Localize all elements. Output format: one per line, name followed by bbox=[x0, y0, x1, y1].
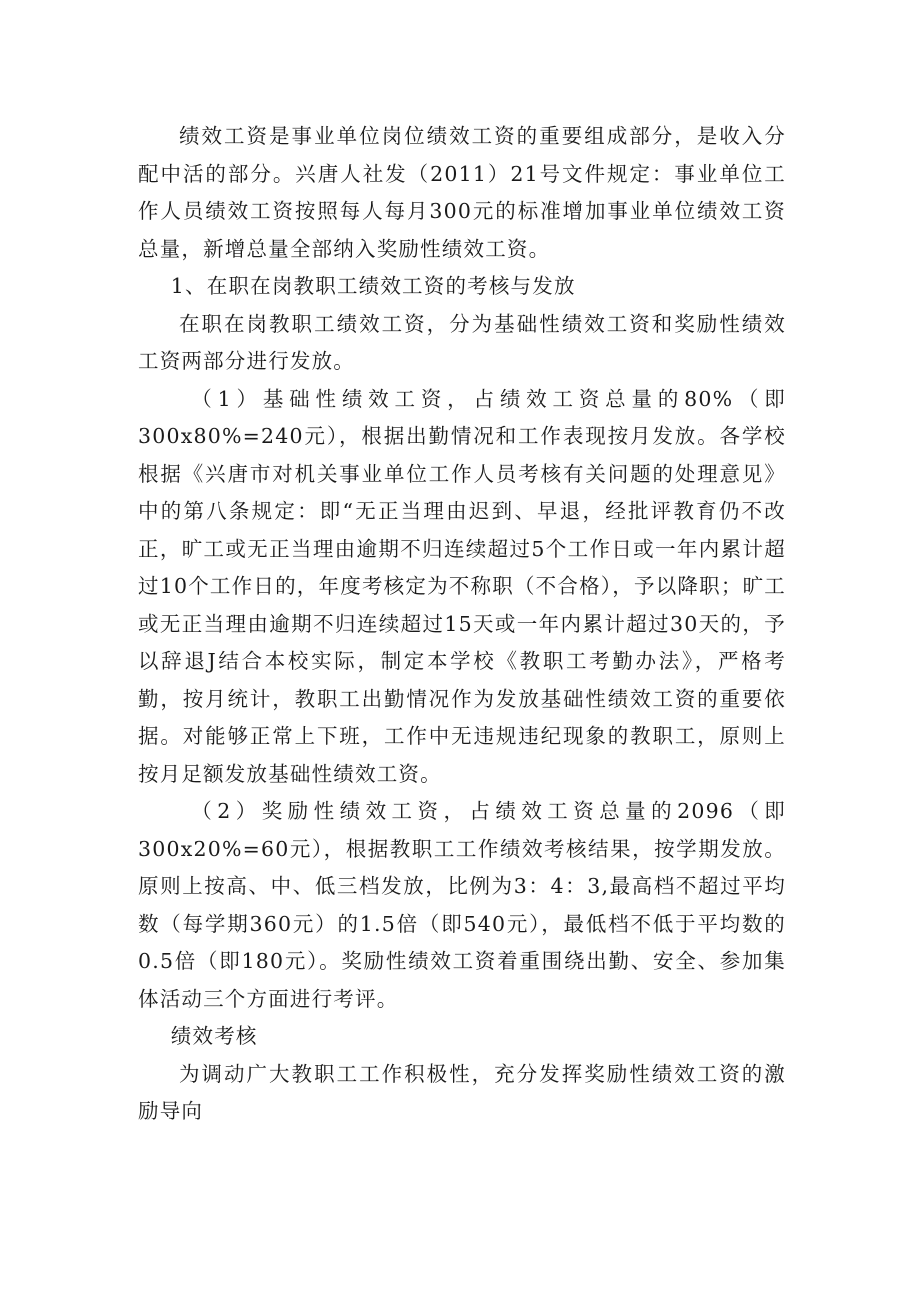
document-body bbox=[138, 118, 786, 1131]
intro-paragraph: 绩效工资是事业单位岗位绩效工资的重要组成部分，是收入分配中活的部分。兴唐人社发（2011）21号文件规定：事业单位工作人员绩效工资按照每人每月300元的标准增加事业单位绩效工资总量，新增总量全部纳入奖励性绩效工资。 bbox=[138, 124, 786, 261]
incentive-performance-paragraph: （2）奖励性绩效工资，占绩效工资总量的2096（即300x20%=60元），根据教职工工作绩效考核结果，按学期发放。原则上按高、中、低三档发放，比例为3：4：3,最高档不超过平均数（每学期360元）的1.5倍（即540元），最低档不低于平均数的0.5倍（即180元）。奖励性绩效工资着重围绕出勤、安全、参加集体活动三个方面进行考评。 bbox=[138, 799, 786, 1011]
section-heading-2: 绩效考核 bbox=[170, 1024, 258, 1048]
basic-performance-paragraph: （1）基础性绩效工资，占绩效工资总量的80%（即300x80%=240元），根据出勤情况和工作表现按月发放。各学校根据《兴唐市对机关事业单位工作人员考核有关问题的处理意见》中的第八条规定：即“无正当理由迟到、早退，经批评教育仍不改正，旷工或无正当理由逾期不归连续超过5个工作日或一年内累计超过10个工作日的，年度考核定为不称职（不合格），予以降职；旷工或无正当理由逾期不归连续超过15天或一年内累计超过30天的，予以辞退J结合本校实际，制定本学校《教职工考勤办法》，严格考勤，按月统计，教职工出勤情况作为发放基础性绩效工资的重要依据。对能够正常上下班，工作中无违规违纪现象的教职工，原则上按月足额发放基础性绩效工资。 bbox=[138, 386, 786, 786]
section-heading-1: 1、在职在岗教职工绩效工资的考核与发放 bbox=[170, 274, 576, 298]
assessment-paragraph: 为调动广大教职工工作积极性，充分发挥奖励性绩效工资的激励导向 bbox=[138, 1061, 786, 1123]
distribution-paragraph: 在职在岗教职工绩效工资，分为基础性绩效工资和奖励性绩效工资两部分进行发放。 bbox=[138, 311, 786, 373]
